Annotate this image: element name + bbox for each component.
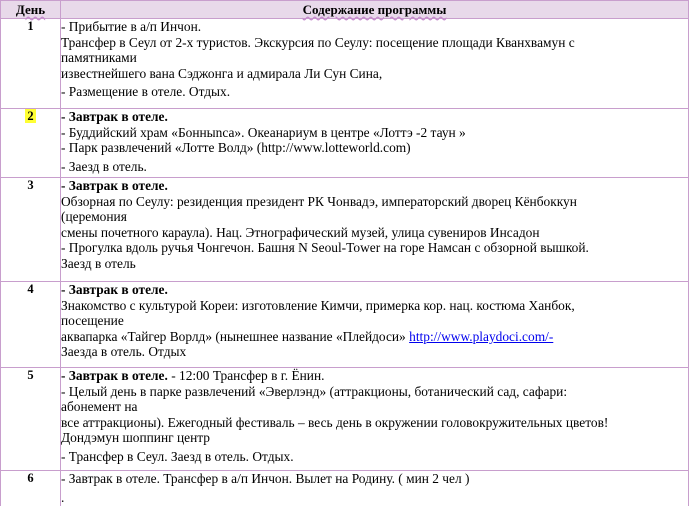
table-row bbox=[1, 109, 689, 178]
content-line: Обзорная по Сеулу: резиденция президент РК Чонвадэ, императорский дворец Кёнбоккун bbox=[61, 193, 577, 209]
content-line-bold: - Завтрак в отеле. bbox=[61, 368, 168, 383]
header-row bbox=[1, 1, 689, 19]
day-number: 1 bbox=[1, 19, 61, 109]
content-line: - Целый день в парке развлечений «Эверлэнд» (аттракционы, ботанический сад, сафари: bbox=[61, 383, 568, 399]
content-line: Знакомство с культурой Кореи: изготовление Кимчи, примерка кор. нац. костюма Ханбок, bbox=[61, 297, 575, 313]
content-line: - Завтрак в отеле. bbox=[61, 282, 168, 297]
content-line: Заезд в отель bbox=[61, 255, 136, 271]
content-line: смены почетного караула). Нац. Этнографический музей, улица сувениров Инсадон bbox=[61, 224, 540, 240]
table-row bbox=[1, 282, 689, 368]
content-line-with-link bbox=[61, 329, 688, 345]
content-line: - Завтрак в отеле. Трансфер в а/п Инчон. Вылет на Родину. ( мин 2 чел ) bbox=[61, 471, 470, 486]
table-row bbox=[1, 368, 689, 471]
content-line: известнейшего вана Сэджонга и адмирала Ли Сун Сина, bbox=[61, 65, 383, 81]
day-number: 5 bbox=[1, 368, 61, 471]
content-line: - Завтрак в отеле. bbox=[61, 178, 168, 193]
header-day: День bbox=[1, 1, 61, 19]
day-number: 6 bbox=[1, 471, 61, 507]
table-row bbox=[1, 178, 689, 282]
content-line: . bbox=[61, 489, 65, 505]
content-line: абонемент на bbox=[61, 399, 138, 415]
content-line: аквапарка «Тайгер Ворлд» (нынешнее название «Плейдоси» bbox=[61, 328, 406, 344]
table-row bbox=[1, 19, 689, 109]
content-line: - 12:00 Трансфер в г. Ёнин. bbox=[167, 368, 325, 383]
content-line: (церемония bbox=[61, 209, 127, 225]
content-line: - Парк развлечений «Лотте Волд» (http://www.lotteworld.com) bbox=[61, 140, 411, 156]
content-line: - Размещение в отеле. Отдых. bbox=[61, 84, 231, 100]
day-content bbox=[61, 368, 689, 471]
content-line: - Заезд в отель. bbox=[61, 158, 147, 174]
table-row bbox=[1, 471, 689, 507]
content-line: памятниками bbox=[61, 50, 137, 66]
day-number: 3 bbox=[1, 178, 61, 282]
day-number: 4 bbox=[1, 282, 61, 368]
header-content: Содержание программы bbox=[61, 1, 689, 19]
content-line: Заезда в отель. Отдых bbox=[61, 344, 187, 360]
day-content bbox=[61, 109, 689, 178]
content-line: - Буддийский храм «Бонныnса». Океанариум в центре «Лоттэ -2 таун » bbox=[61, 124, 466, 140]
day-number-cell bbox=[1, 109, 61, 178]
day-content bbox=[61, 471, 689, 507]
content-line-mixed bbox=[61, 368, 688, 384]
day-content bbox=[61, 282, 689, 368]
content-line: посещение bbox=[61, 313, 124, 329]
content-line: - Прогулка вдоль ручья Чонгечон. Башня N Seoul-Tower на горе Намсан с обзорной вышкой. bbox=[61, 240, 589, 256]
content-line: Дондэмун шоппинг центр bbox=[61, 430, 210, 446]
playdoci-link[interactable]: http://www.playdoci.com/- bbox=[409, 328, 554, 344]
day-content bbox=[61, 178, 689, 282]
content-line: Трансфер в Сеул от 2-х туристов. Экскурсия по Сеулу: посещение площади Кванхвамун с bbox=[61, 34, 575, 50]
day-content bbox=[61, 19, 689, 109]
content-line: - Трансфер в Сеул. Заезд в отель. Отдых. bbox=[61, 448, 294, 464]
day-number-highlighted: 2 bbox=[27, 109, 34, 123]
content-line: - Завтрак в отеле. bbox=[61, 109, 168, 124]
content-line: все аттракционы). Ежегодный фестиваль – весь день в окружении головокружительных цветов! bbox=[61, 414, 609, 430]
content-line: - Прибытие в а/п Инчон. bbox=[61, 19, 202, 34]
